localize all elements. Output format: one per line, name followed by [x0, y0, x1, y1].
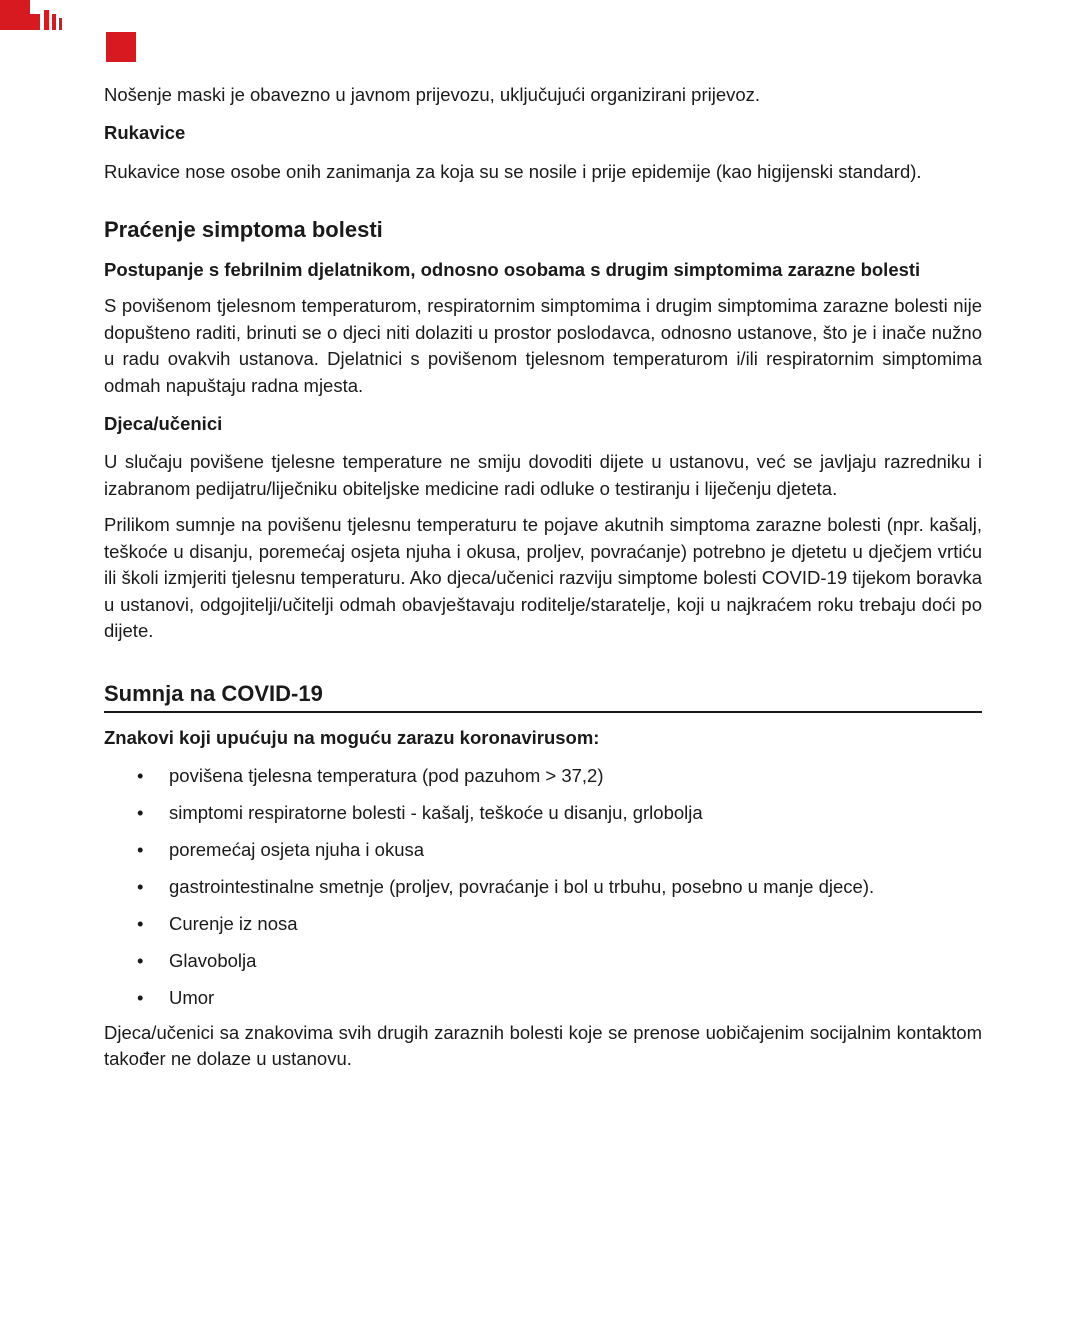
list-item: • Curenje iz nosa	[104, 911, 982, 937]
bullet-icon: •	[137, 801, 144, 823]
bullet-icon: •	[137, 949, 144, 971]
list-item: • povišena tjelesna temperatura (pod pazuhom > 37,2)	[104, 763, 982, 789]
logo-fragment-icon	[0, 0, 68, 34]
bullet-icon: •	[137, 875, 144, 897]
list-item: • Glavobolja	[104, 948, 982, 974]
list-item: • simptomi respiratorne bolesti - kašalj, teškoće u disanju, grlobolja	[104, 800, 982, 826]
bullet-icon: •	[137, 764, 144, 786]
symptom-list	[104, 763, 982, 1011]
children-heading: Djeca/učenici	[104, 413, 223, 434]
closing-paragraph: Djeca/učenici sa znakovima svih drugih zaraznih bolesti koje se prenose uobičajenim socijalnim kontaktom također ne dolaze u ustanovu.	[104, 1021, 982, 1069]
covid-subheading: Znakovi koji upućuju na moguću zarazu koronavirusom:	[104, 726, 600, 748]
symptoms-section-heading: Praćenje simptoma bolesti	[104, 217, 383, 242]
children-paragraph-2: Prilikom sumnje na povišenu tjelesnu temperaturu te pojave akutnih simptoma zarazne bolesti (npr. kašalj, teškoće u disanju, poremećaj osjeta njuha i okusa, proljev, povraćanje) potrebno je djetetu u dječjem vrtiću ili školi izmjeriti tjelesnu temperaturu. Ako djeca/učenici razviju simptome bolesti COVID-19 tijekom boravka u ustanovi, odgojitelji/učitelji odmah obavještavaju roditelje/staratelje, koji u najkraćem roku trebaju doći po dijete.	[104, 514, 982, 641]
list-item: • Umor	[104, 985, 982, 1011]
masks-paragraph: Nošenje maski je obavezno u javnom prijevozu, uključujući organizirani prijevoz.	[104, 84, 761, 105]
bullet-icon: •	[137, 986, 144, 1008]
list-item: • poremećaj osjeta njuha i okusa	[104, 837, 982, 863]
children-paragraph-1: U slučaju povišene tjelesne temperature ne smiju dovoditi dijete u ustanovu, već se javljaju razredniku i izabranom pedijatru/liječniku obiteljske medicine radi odluke o testiranju i liječenju djeteta.	[104, 451, 982, 499]
symptoms-paragraph: S povišenom tjelesnom temperaturom, respiratornim simptomima i drugim simptomima zarazne bolesti nije dopušteno raditi, brinuti se o djeci niti dolaziti u prostor poslodavca, odnosno ustanove, što je i inače nužno u radu ovakvih ustanova. Djelatnici s povišenom tjelesnom temperaturom i/ili respiratornim simptomima odmah napuštaju radna mjesta.	[104, 295, 982, 396]
covid-section-heading: Sumnja na COVID-19	[104, 679, 982, 713]
gloves-heading: Rukavice	[104, 121, 186, 143]
list-item: • gastrointestinalne smetnje (proljev, povraćanje i bol u trbuhu, posebno u manje djece).	[104, 874, 982, 900]
red-square-icon	[106, 32, 136, 62]
symptoms-subheading: Postupanje s febrilnim djelatnikom, odnosno osobama s drugim simptomima zarazne bolesti	[104, 259, 921, 280]
document-body	[104, 82, 982, 1073]
gloves-paragraph: Rukavice nose osobe onih zanimanja za koja su se nosile i prije epidemije (kao higijenski standard).	[104, 160, 922, 182]
bullet-icon: •	[137, 838, 144, 860]
bullet-icon: •	[137, 912, 144, 934]
